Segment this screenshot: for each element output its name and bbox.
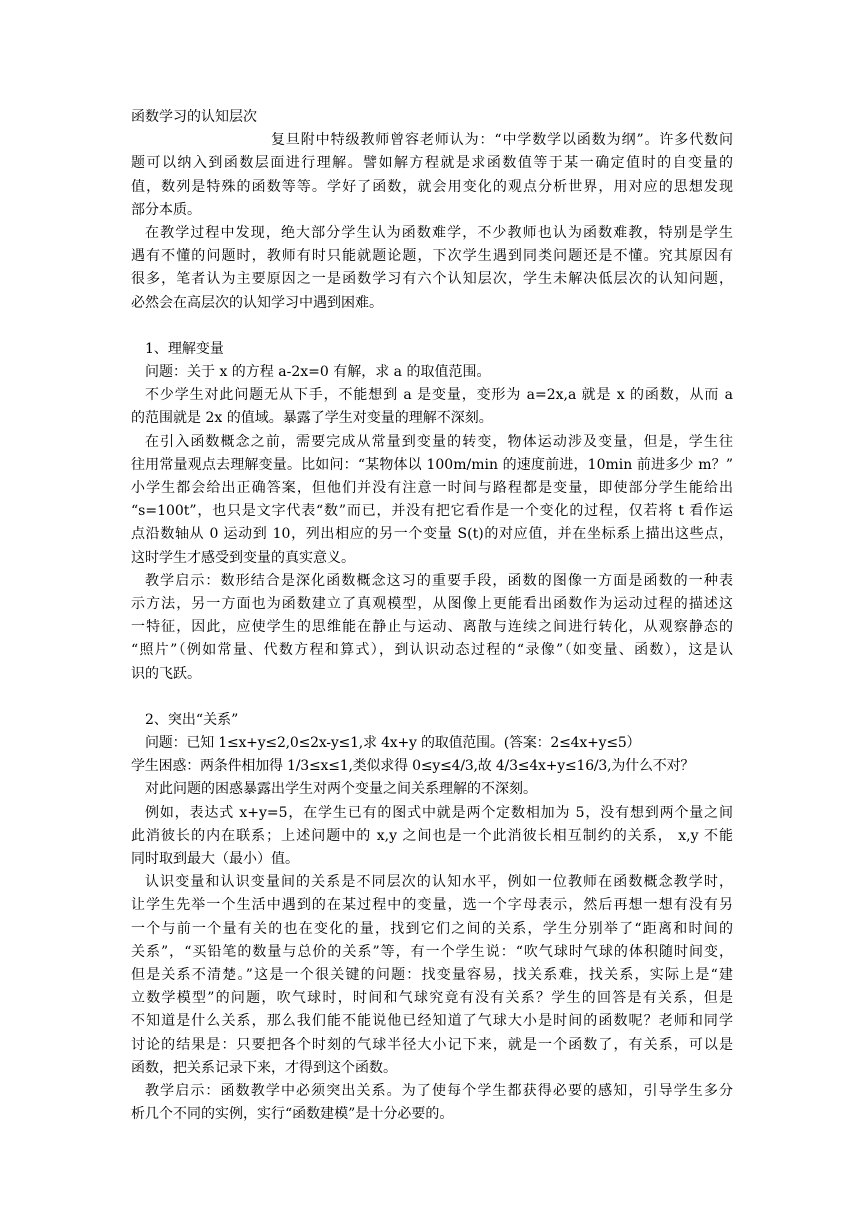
intro-paragraph bbox=[131, 129, 733, 222]
text-line: 一个与前一个量有关的也在变化的量，找到它们之间的关系，学生分别举了“距离和时间的 bbox=[131, 920, 733, 937]
text-line: 同时取到最大（最小）值。 bbox=[131, 851, 299, 867]
discussion-paragraph bbox=[131, 871, 733, 1080]
discussion-paragraph bbox=[131, 431, 733, 570]
analysis-paragraph bbox=[131, 384, 733, 430]
blank-line bbox=[131, 315, 733, 338]
text-line: 例如，表达式 x+y=5，在学生已有的图式中就是两个定数相加为 5，没有想到两个量之间 bbox=[145, 804, 733, 821]
text-line: 值，数列是特殊的函数等等。学好了函数，就会用变化的观点分析世界，用对应的思想发现 bbox=[131, 178, 733, 195]
text-line: 析几个不同的实例，实行“函数建模”是十分必要的。 bbox=[131, 1106, 454, 1123]
text-line: 遇有不懂的问题时，教师有时只能就题论题，下次学生遇到同类问题还是不懂。究其原因有 bbox=[131, 248, 733, 265]
text-line: 点沿数轴从 0 运动到 10，列出相应的另一个变量 S(t)的对应值，并在坐标系上描出这些点， bbox=[131, 526, 733, 543]
text-line: 题可以纳入到函数层面进行理解。譬如解方程就是求函数值等于某一确定值时的自变量的 bbox=[131, 155, 733, 172]
text-line: 往用常量观点去理解变量。比如问：“某物体以 100m/min 的速度前进，10min 前进多少 m？” bbox=[131, 456, 733, 473]
text-line: 讨论的结果是：只要把各个时刻的气球半径大小记下来，就是一个函数了，有关系，可以是 bbox=[131, 1036, 733, 1053]
text-line: 让学生先举一个生活中遇到的在某过程中的变量，选一个字母表示，然后再想一想有没有另 bbox=[131, 897, 733, 914]
text-line: 但是关系不清楚。”这是一个很关键的问题：找变量容易，找关系难，找关系，实际上是“建 bbox=[131, 966, 733, 983]
paragraph-2 bbox=[131, 222, 733, 315]
text-line: 认识变量和认识变量间的关系是不同层次的认知水平，例如一位教师在函数概念教学时， bbox=[145, 874, 733, 891]
text-line: 很多，笔者认为主要原因之一是函数学习有六个认知层次，学生未解决低层次的认知问题， bbox=[131, 271, 733, 288]
text-line: 一特征，因此，应使学生的思维能在静止与运动、离散与连续之间进行转化，从观察静态的 bbox=[131, 619, 733, 636]
text-line: 不少学生对此问题无从下手，不能想到 a 是变量，变形为 a=2x,a 就是 x 的函数，从而 a bbox=[145, 387, 733, 404]
document-body bbox=[131, 106, 733, 1126]
text-line: 部分本质。 bbox=[131, 201, 201, 218]
text-line: 不知道是什么关系，那么我们能不能说他已经知道了气球大小是时间的函数呢？老师和同学 bbox=[131, 1013, 733, 1030]
section-1 bbox=[131, 338, 733, 686]
section-heading: 2、突出“关系” bbox=[145, 711, 239, 728]
text-line: 这时学生才感受到变量的真实意义。 bbox=[131, 549, 355, 566]
text-line: 小学生都会给出正确答案，但他们并没有注意一时间与路程都是变量，即使部分学生能给出 bbox=[131, 480, 733, 496]
text-line: 教学启示：数形结合是深化函数概念这习的重要手段，函数的图像一方面是函数的一种表 bbox=[145, 572, 733, 589]
text-line: “照片”（例如常量、代数方程和算式），到认识动态过程的“录像”（如变量、函数），这是认 bbox=[131, 642, 733, 659]
student-confusion: 学生困惑：两条件相加得 1/3≤x≤1,类似求得 0≤y≤4/3,故 4/3≤4x+y≤16/3,为什么不对？ bbox=[131, 758, 695, 775]
text-line: 识的飞跃。 bbox=[131, 665, 201, 682]
blank-line bbox=[131, 686, 733, 709]
problem-statement: 问题：关于 x 的方程 a-2x=0 有解，求 a 的取值范围。 bbox=[145, 364, 491, 381]
document-title: 函数学习的认知层次 bbox=[131, 109, 257, 125]
comment-line: 对此问题的困惑暴露出学生对两个变量之间关系理解的不深刻。 bbox=[145, 781, 537, 798]
teaching-insight bbox=[131, 1080, 733, 1126]
text-line: 在教学过程中发现，绝大部分学生认为函数难学，不少教师也认为函数难教，特别是学生 bbox=[145, 224, 733, 241]
text-line: 必然会在高层次的认知学习中遇到困难。 bbox=[131, 294, 383, 311]
text-line: 此消彼长的内在联系；上述问题中的 x,y 之间也是一个此消彼长相互制约的关系， x,y 不能 bbox=[131, 827, 733, 844]
section-2 bbox=[131, 709, 733, 1126]
teaching-insight bbox=[131, 570, 733, 686]
problem-statement: 问题：已知 1≤x+y≤2,0≤2x-y≤1,求 4x+y 的取值范围。(答案：2≤4x+y≤5） bbox=[145, 735, 641, 752]
text-line: 立数学模型”的问题，吹气球时，时间和气球究竟有没有关系？学生的回答是有关系，但是 bbox=[131, 990, 733, 1007]
text-line: 示方法，另一方面也为函数建立了真观模型，从图像上更能看出函数作为运动过程的描述这 bbox=[131, 595, 733, 612]
section-heading: 1、理解变量 bbox=[145, 340, 224, 357]
example-paragraph bbox=[131, 802, 733, 872]
text-line: “s=100t”，也只是文字代表“数”而已，并没有把它看作是一个变化的过程，仅若将 t 看作运 bbox=[131, 503, 733, 520]
text-line: 关系”，“买铅笔的数量与总价的关系”等，有一个学生说：“吹气球时气球的体积随时间变， bbox=[131, 943, 733, 960]
text-line: 复旦附中特级教师曾容老师认为：“中学数学以函数为纲”。许多代数问 bbox=[271, 132, 733, 149]
text-line: 教学启示：函数教学中必须突出关系。为了使每个学生都获得必要的感知，引导学生多分 bbox=[145, 1082, 733, 1099]
text-line: 的范围就是 2x 的值域。暴露了学生对变量的理解不深刻。 bbox=[131, 410, 493, 427]
text-line: 函数，把关系记录下来，才得到这个函数。 bbox=[131, 1059, 397, 1076]
text-line: 在引入函数概念之前，需要完成从常量到变量的转变，物体运动涉及变量，但是，学生往 bbox=[145, 433, 733, 450]
